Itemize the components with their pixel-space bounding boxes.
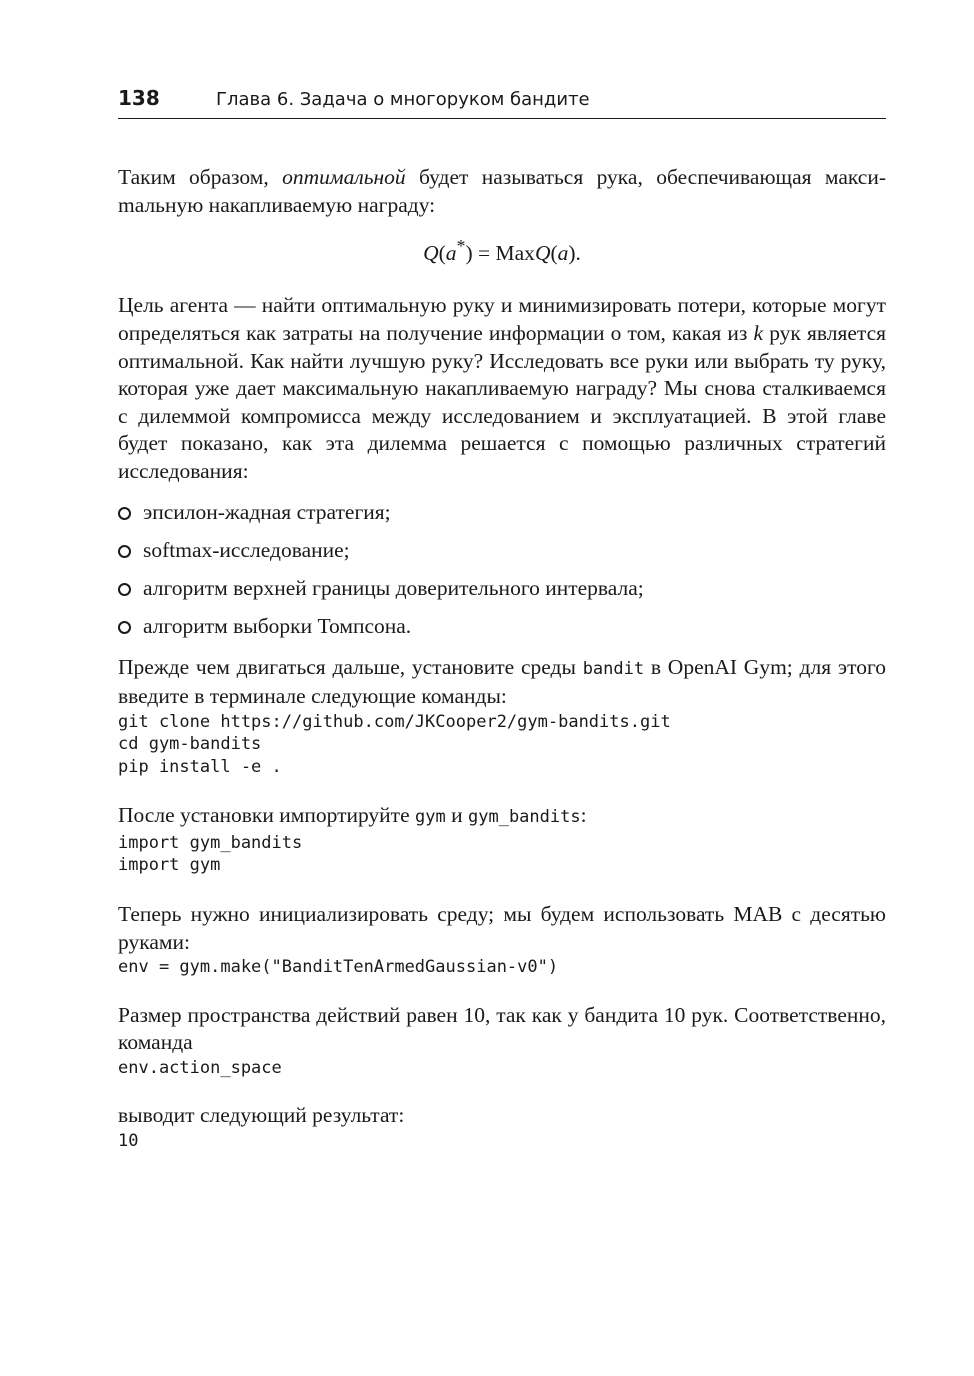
- code-block-import: import gym_bandits import gym: [118, 832, 303, 876]
- code-block-output: 10: [118, 1130, 139, 1151]
- page-number: 138: [118, 86, 160, 110]
- paragraph-output: выводит следующий результат:: [118, 1103, 405, 1128]
- paragraph-text: :: [580, 803, 587, 828]
- paragraph-install: [118, 654, 886, 711]
- page-header: [118, 86, 886, 119]
- list-item: [118, 613, 886, 651]
- circle-bullet-icon: [118, 621, 131, 634]
- paragraph-text: Цель агента — найти оптимальную руку и минимизировать потери, которые могут определяться как затраты на получение информации о том, какая из: [118, 293, 886, 345]
- code-block-action-space: env.action_space: [118, 1057, 282, 1078]
- emphasis-optimal: оптимальной: [282, 165, 406, 189]
- formula-symbol: Q: [534, 241, 551, 266]
- code-block-make-env: env = gym.make("BanditTenArmedGaussian-v0"): [118, 957, 559, 978]
- paragraph-agent-goal: [118, 292, 886, 485]
- paragraph-text: и: [445, 803, 468, 828]
- paragraph-text: рук является оптимальной. Как найти лучшую руку? Исследовать все руки или выбрать ту руку, которая уже дает максимальную накапливаемую награду? Мы снова сталкиваемся с дилеммой компромисса между исследованием и эксплуатацией. В этой главе будет показано, как эта дилемма решается с помощью различных стратегий исследования:: [118, 320, 887, 483]
- inline-code: gym_bandits: [468, 807, 581, 828]
- variable-k: k: [753, 320, 764, 345]
- paragraph-text: После установки импортируйте: [118, 803, 416, 828]
- list-item: [118, 537, 886, 575]
- formula-symbol: a: [557, 241, 569, 266]
- code-block-install: git clone https://github.com/JKCooper2/gym-bandits.git cd gym-bandits pip install -e .: [118, 711, 671, 777]
- paragraph-text: Таким образом,: [118, 165, 283, 189]
- paragraph-text: в OpenAI Gym; для этого введите в терминале следующие команды:: [118, 654, 886, 709]
- circle-bullet-icon: [118, 507, 131, 520]
- formula-paren: ): [465, 241, 473, 266]
- list-item-text: алгоритм верхней границы доверительного интервала;: [143, 576, 644, 601]
- paragraph-text: будет называться рука, обеспечивающая максиmальную накапливаемую награду:: [118, 165, 886, 217]
- formula-optimal-arm: [118, 232, 886, 267]
- list-item-text: эпсилон-жадная стратегия;: [143, 499, 391, 524]
- inline-code: bandit: [582, 658, 645, 679]
- strategy-list: [118, 499, 886, 652]
- circle-bullet-icon: [118, 545, 131, 558]
- paragraph-import: [118, 802, 886, 832]
- formula-star: *: [456, 236, 466, 257]
- formula-paren: (: [438, 241, 446, 266]
- circle-bullet-icon: [118, 583, 131, 596]
- paragraph-init-env: Теперь нужно инициализировать среду; мы будем использовать MAB с десятью руками:: [118, 901, 886, 954]
- paragraph-action-space: Размер пространства действий равен 10, так как у бандита 10 рук. Соответственно, команда: [118, 1002, 886, 1055]
- inline-code: gym: [415, 807, 446, 828]
- running-title: Глава 6. Задача о многоруком бандите: [216, 89, 590, 110]
- list-item-text: softmax-исследование;: [143, 537, 350, 562]
- paragraph-optimal-arm: [118, 164, 886, 219]
- list-item-text: алгоритм выборки Томпсона.: [143, 614, 412, 639]
- formula-symbol: a: [445, 241, 457, 266]
- formula-symbol: Q: [423, 241, 439, 266]
- formula-paren: (: [550, 241, 558, 266]
- list-item: [118, 499, 886, 537]
- formula-operator: = Max: [472, 241, 535, 266]
- list-item: [118, 575, 886, 613]
- formula-paren: ).: [568, 241, 581, 266]
- paragraph-text: Прежде чем двигаться дальше, установите среды: [118, 654, 583, 679]
- book-page: [118, 86, 886, 1152]
